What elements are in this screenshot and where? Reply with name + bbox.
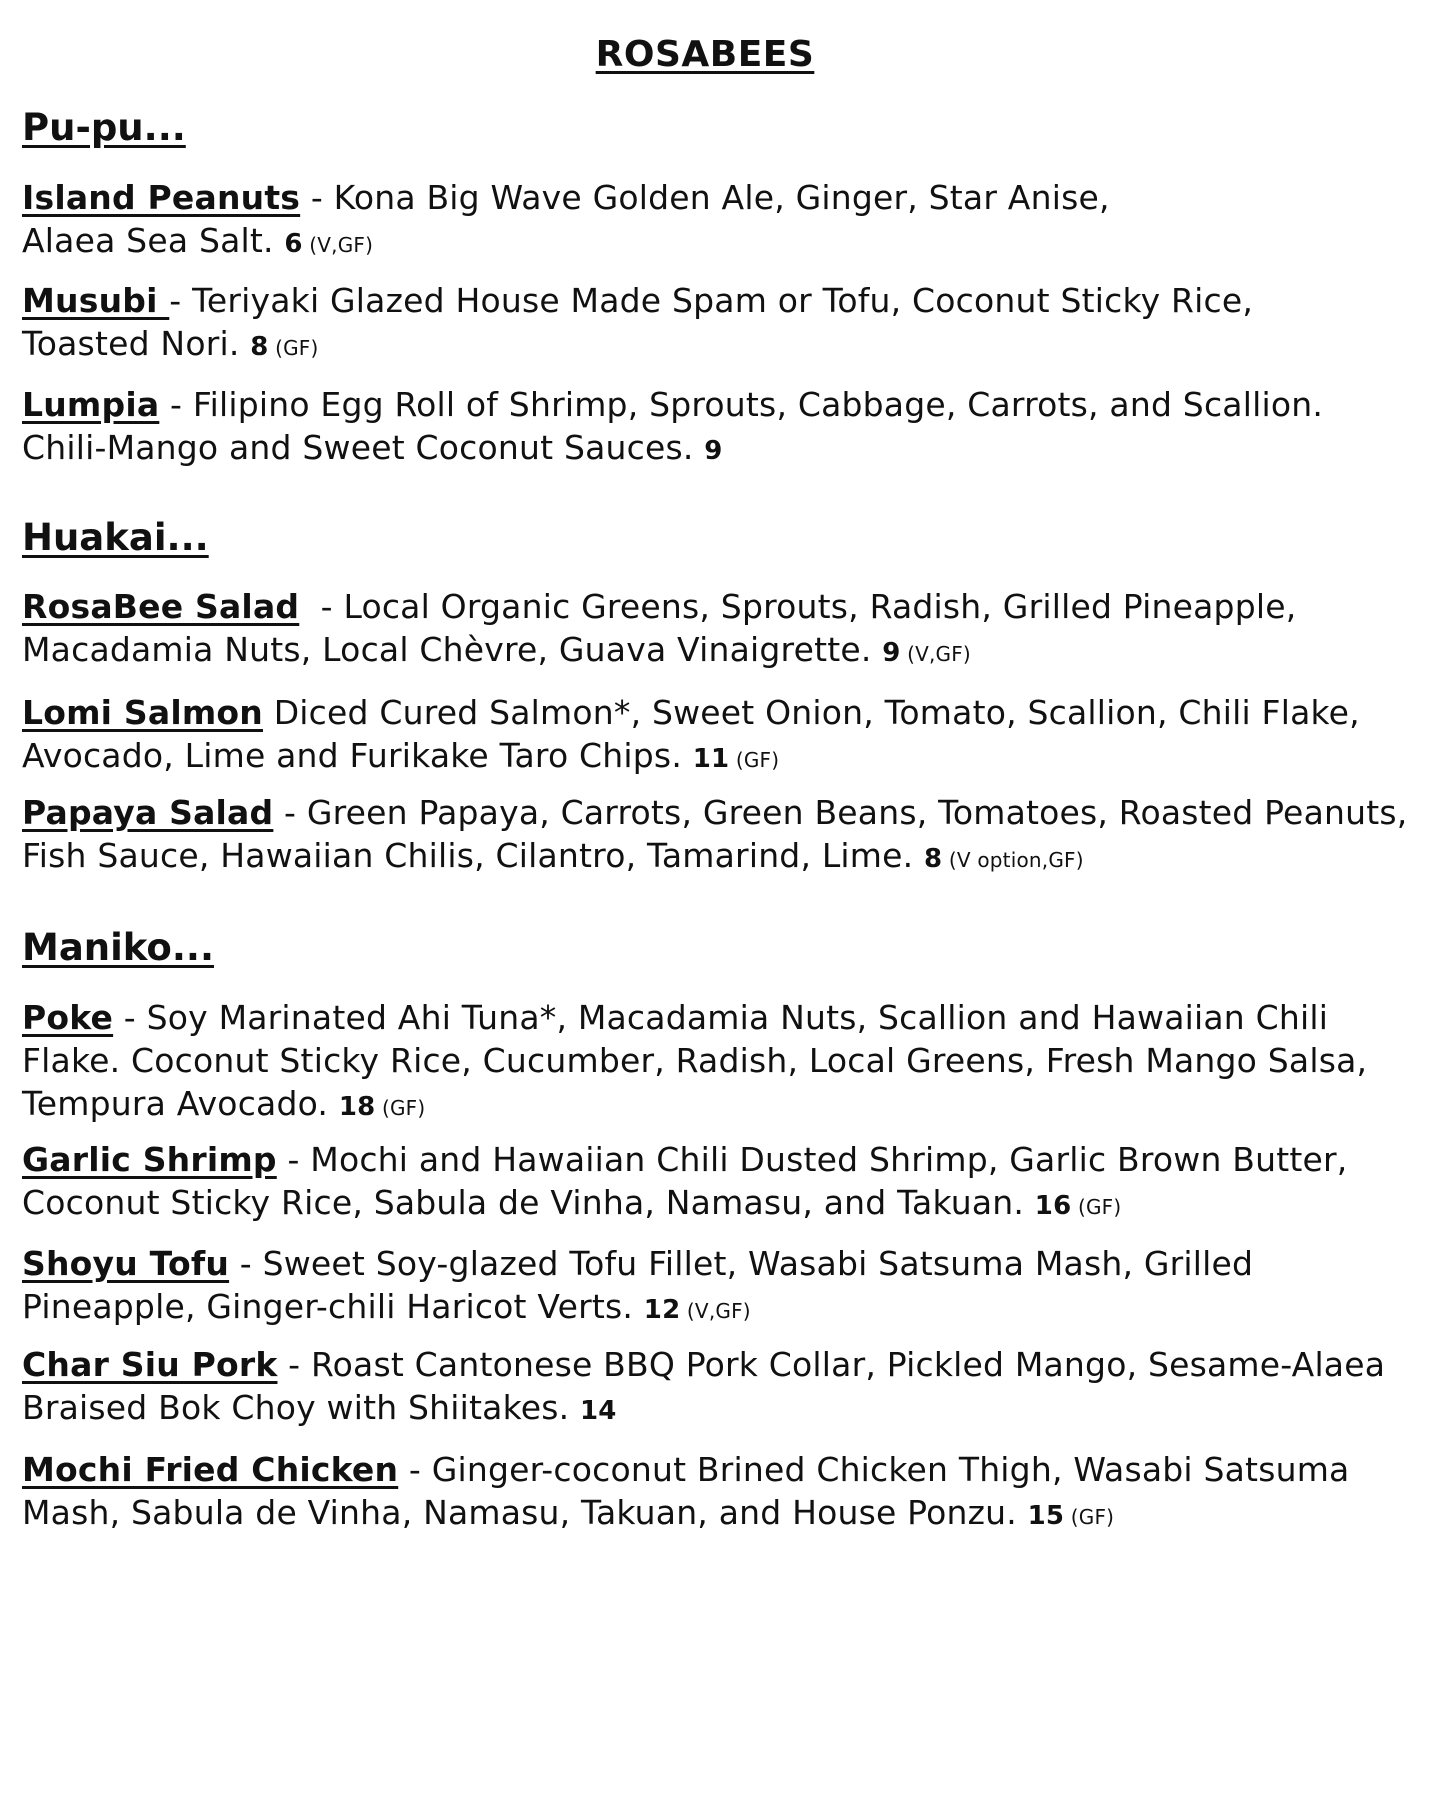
item-description: Local Organic Greens, Sprouts, Radish, Grilled Pineapple, Macadamia Nuts, Local Chèvre, Guava Vinaigrette. bbox=[22, 587, 1297, 669]
item-separator: - bbox=[169, 281, 193, 320]
menu-item-musubi bbox=[22, 279, 1322, 370]
item-separator: - bbox=[273, 793, 307, 832]
item-description: Green Papaya, Carrots, Green Beans, Tomatoes, Roasted Peanuts, Fish Sauce, Hawaiian Chilis, Cilantro, Tamarind, Lime. bbox=[22, 793, 1408, 875]
item-separator: - bbox=[159, 385, 193, 424]
item-description: Filipino Egg Roll of Shrimp, Sprouts, Cabbage, Carrots, and Scallion. Chili-Mango and Sweet Coconut Sauces. bbox=[22, 385, 1324, 467]
item-price: 11 bbox=[692, 744, 730, 774]
item-name: Lumpia bbox=[22, 385, 160, 424]
item-name: Papaya Salad bbox=[22, 793, 274, 832]
item-dietary-tags: (GF) bbox=[375, 1096, 426, 1120]
item-name: Lomi Salmon bbox=[22, 693, 263, 732]
item-price: 6 bbox=[284, 229, 303, 259]
item-separator: - bbox=[276, 1140, 311, 1179]
section-heading-pupu: Pu-pu... bbox=[22, 106, 186, 149]
menu-item-lomi-salmon bbox=[22, 691, 1412, 782]
menu-item-shoyu-tofu bbox=[22, 1242, 1302, 1333]
item-description: Mochi and Hawaiian Chili Dusted Shrimp, Garlic Brown Butter, Coconut Sticky Rice, Sabula de Vinha, Namasu, and Takuan. bbox=[22, 1140, 1348, 1222]
item-dietary-tags: (V,GF) bbox=[680, 1299, 751, 1323]
menu-item-mochi-fried-chicken bbox=[22, 1448, 1412, 1539]
menu-item-char-siu-pork bbox=[22, 1343, 1412, 1434]
menu-item-garlic-shrimp bbox=[22, 1138, 1412, 1229]
item-separator: - bbox=[299, 587, 344, 626]
item-dietary-tags: (GF) bbox=[729, 748, 780, 772]
item-price: 8 bbox=[250, 332, 269, 362]
item-dietary-tags: (V,GF) bbox=[900, 642, 971, 666]
item-price: 16 bbox=[1034, 1191, 1072, 1221]
item-dietary-tags: (V,GF) bbox=[302, 233, 374, 257]
menu-item-lumpia bbox=[22, 383, 1412, 474]
item-separator: - bbox=[398, 1450, 432, 1489]
item-separator: - bbox=[277, 1345, 311, 1384]
item-name: Shoyu Tofu bbox=[22, 1244, 230, 1283]
item-price: 8 bbox=[924, 844, 943, 874]
item-price: 9 bbox=[704, 436, 723, 466]
item-name: Char Siu Pork bbox=[22, 1345, 278, 1384]
item-name: Musubi bbox=[22, 281, 170, 320]
menu-item-rosabee-salad bbox=[22, 585, 1322, 676]
menu-item-poke bbox=[22, 996, 1412, 1130]
item-description: Soy Marinated Ahi Tuna*, Macadamia Nuts, Scallion and Hawaiian Chili Flake. Coconut Sticky Rice, Cucumber, Radish, Local Greens, Fresh Mango Salsa, Tempura Avocado. bbox=[22, 998, 1368, 1123]
item-price: 14 bbox=[580, 1396, 617, 1426]
item-dietary-tags: (GF) bbox=[1071, 1195, 1122, 1219]
item-separator: - bbox=[300, 178, 334, 217]
item-dietary-tags: (GF) bbox=[1064, 1505, 1115, 1529]
item-name: Garlic Shrimp bbox=[22, 1140, 277, 1179]
item-dietary-tags: (GF) bbox=[268, 336, 319, 360]
section-heading-huakai: Huakai... bbox=[22, 516, 209, 559]
item-name: Mochi Fried Chicken bbox=[22, 1450, 399, 1489]
item-description: Ginger-coconut Brined Chicken Thigh, Wasabi Satsuma Mash, Sabula de Vinha, Namasu, Takuan, and House Ponzu. bbox=[22, 1450, 1350, 1532]
item-price: 18 bbox=[338, 1092, 376, 1122]
item-description: Kona Big Wave Golden Ale, Ginger, Star Anise, Alaea Sea Salt. bbox=[22, 178, 1110, 260]
item-separator: - bbox=[113, 998, 147, 1037]
item-price: 12 bbox=[643, 1295, 681, 1325]
item-description: Teriyaki Glazed House Made Spam or Tofu, Coconut Sticky Rice, Toasted Nori. bbox=[22, 281, 1254, 363]
item-price: 9 bbox=[882, 638, 901, 668]
item-separator: - bbox=[229, 1244, 263, 1283]
item-name: RosaBee Salad bbox=[22, 587, 300, 626]
menu-title: ROSABEES bbox=[595, 34, 815, 75]
item-description: Sweet Soy-glazed Tofu Fillet, Wasabi Satsuma Mash, Grilled Pineapple, Ginger-chili Haricot Verts. bbox=[22, 1244, 1254, 1326]
item-price: 15 bbox=[1027, 1501, 1065, 1531]
item-name: Island Peanuts bbox=[22, 178, 301, 217]
item-name: Poke bbox=[22, 998, 114, 1037]
menu-item-papaya-salad bbox=[22, 791, 1412, 882]
item-dietary-tags: (V option,GF) bbox=[942, 848, 1084, 872]
item-description: Diced Cured Salmon*, Sweet Onion, Tomato, Scallion, Chili Flake, Avocado, Lime and Furikake Taro Chips. bbox=[22, 693, 1360, 775]
item-separator bbox=[263, 693, 274, 732]
section-heading-maniko: Maniko... bbox=[22, 926, 215, 969]
menu-item-island-peanuts bbox=[22, 176, 1122, 267]
item-description: Roast Cantonese BBQ Pork Collar, Pickled Mango, Sesame-Alaea Braised Bok Choy with Shiitakes. bbox=[22, 1345, 1386, 1427]
